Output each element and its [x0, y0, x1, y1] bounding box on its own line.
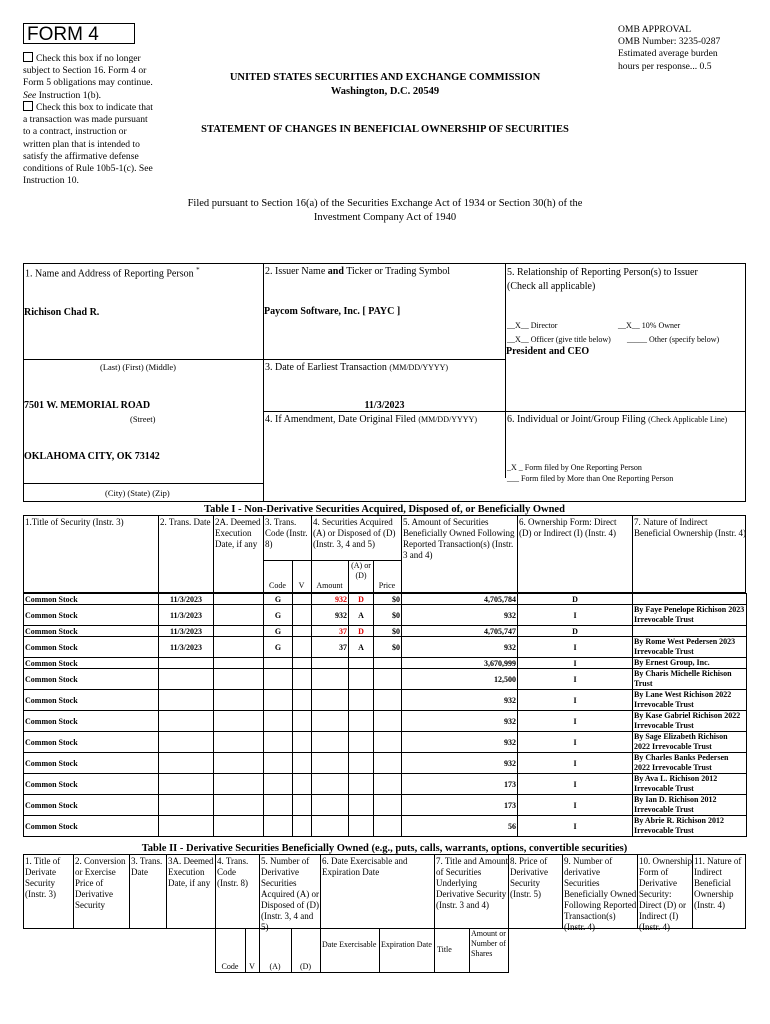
t1-cell-amount [312, 753, 349, 774]
t1-sub-code: Code [269, 581, 286, 590]
t1-cell-deemed [214, 795, 264, 816]
t1-cell-title: Common Stock [24, 774, 159, 795]
table-row [24, 711, 747, 732]
t1-cell-aord [349, 774, 374, 795]
t1-cell-nature: By Faye Penelope Richison 2023 Irrevocable Trust [633, 605, 747, 626]
table-row [24, 626, 747, 637]
ten-percent-owner-check[interactable]: __X__ 10% Owner [618, 321, 681, 330]
t1-cell-aord: A [349, 637, 374, 658]
t1-cell-amount [312, 711, 349, 732]
t1-cell-price: $0 [374, 626, 402, 637]
t1-sub-amount: Amount [316, 581, 343, 590]
omb-line4: hours per response... 0.5 [618, 60, 712, 72]
t1-cell-title: Common Stock [24, 753, 159, 774]
city-label: (City) (State) (Zip) [105, 488, 170, 498]
t1-cell-owned: 932 [402, 637, 518, 658]
table-row [24, 774, 747, 795]
t1-cell-form: I [518, 753, 633, 774]
t1-cell-nature [633, 626, 747, 637]
t1-cell-form: I [518, 774, 633, 795]
checkbox-rule10b5 [23, 101, 153, 187]
t1-cell-code: G [264, 605, 293, 626]
t2-col5-header: 5. Number of Derivative Securities Acquired (A) or Disposed of (D) (Instr. 3, 4 and 5) [261, 856, 319, 932]
t1-cell-owned: 12,500 [402, 669, 518, 690]
table1-title: Table I - Non-Derivative Securities Acquired, Disposed of, or Beneficially Owned [204, 504, 565, 515]
t1-cell-price: $0 [374, 605, 402, 626]
t1-sub-aord: (A) or (D) [351, 561, 371, 580]
t1-cell-title: Common Stock [24, 711, 159, 732]
t1-cell-code [264, 816, 293, 837]
t1-col7-header: 7. Nature of Indirect Beneficial Ownership (Instr. 4) [634, 517, 746, 538]
box1-label: 1. Name and Address of Reporting Person * [25, 266, 200, 280]
t1-cell-price [374, 658, 402, 669]
t1-cell-form: I [518, 637, 633, 658]
t1-cell-nature: By Kase Gabriel Richison 2022 Irrevocable Trust [633, 711, 747, 732]
t1-cell-owned: 932 [402, 690, 518, 711]
t1-cell-price [374, 774, 402, 795]
t1-cell-title: Common Stock [24, 594, 159, 605]
t1-cell-title: Common Stock [24, 626, 159, 637]
t2-sub-expiration: Expiration Date [381, 940, 432, 949]
t1-cell-price: $0 [374, 637, 402, 658]
t1-cell-form: D [518, 626, 633, 637]
t2-col6-header: 6. Date Exercisable and Expiration Date [322, 856, 408, 877]
t1-cell-amount [312, 795, 349, 816]
t1-cell-title: Common Stock [24, 795, 159, 816]
t1-cell-title: Common Stock [24, 690, 159, 711]
t1-col3-header: 3. Trans. Code (Instr. 8) [265, 517, 308, 549]
t2-sub-v: V [249, 962, 255, 971]
t1-cell-date [159, 690, 214, 711]
box3-label: 3. Date of Earliest Transaction (MM/DD/YYYY) [265, 362, 449, 373]
t1-cell-form: I [518, 690, 633, 711]
t1-cell-aord [349, 795, 374, 816]
t1-cell-code [264, 774, 293, 795]
table-row [24, 605, 747, 626]
t2-sub-a: (A) [269, 962, 281, 971]
t2-col9-header: 9. Number of derivative Securities Beneficially Owned Following Reported Transaction(s) (Instr. 4) [564, 856, 637, 932]
t1-cell-v [293, 605, 312, 626]
t1-cell-price [374, 690, 402, 711]
t1-cell-nature: By Ernest Group, Inc. [633, 658, 747, 669]
form-title: FORM 4 [23, 23, 135, 44]
t2-col2-header: 2. Conversion or Exercise Price of Derivative Security [75, 856, 126, 910]
t1-cell-form: I [518, 669, 633, 690]
reporting-person-name: Richison Chad R. [24, 307, 100, 318]
t1-cell-v [293, 658, 312, 669]
t1-cell-v [293, 795, 312, 816]
t1-cell-deemed [214, 637, 264, 658]
t2-col4-header: 4. Trans. Code (Instr. 8) [217, 856, 249, 888]
issuer-name: Paycom Software, Inc. [ PAYC ] [264, 306, 401, 317]
agency-name: UNITED STATES SECURITIES AND EXCHANGE COMMISSION [229, 72, 541, 83]
checkbox1-see: See [23, 89, 37, 101]
t1-cell-title: Common Stock [24, 605, 159, 626]
street-label: (Street) [130, 414, 156, 424]
t1-cell-v [293, 753, 312, 774]
checkbox2-text: Check this box to indicate that a transaction was made pursuant to a contract, instruction or written plan that is intended to satisfy the affirmative defense conditions of Rule 10b5-1(c). See Instruction 10. [23, 102, 153, 187]
t1-cell-date [159, 753, 214, 774]
t2-col8-header: 8. Price of Derivative Security (Instr. 5) [510, 856, 548, 899]
t1-cell-v [293, 594, 312, 605]
table1-body [23, 593, 747, 837]
t1-cell-aord [349, 669, 374, 690]
t1-cell-date: 11/3/2023 [159, 605, 214, 626]
t1-cell-price [374, 795, 402, 816]
t1-cell-aord [349, 690, 374, 711]
agency-location: Washington, D.C. 20549 [330, 86, 440, 97]
t2-sub-d: (D) [299, 962, 312, 971]
t1-cell-date [159, 732, 214, 753]
street-address: 7501 W. MEMORIAL ROAD [24, 400, 151, 411]
t1-cell-aord [349, 658, 374, 669]
city-state-zip: OKLAHOMA CITY, OK 73142 [24, 451, 160, 462]
t1-cell-owned: 932 [402, 605, 518, 626]
name-parts-label: (Last) (First) (Middle) [100, 362, 177, 372]
t1-cell-date [159, 711, 214, 732]
table2-title: Table II - Derivative Securities Beneficially Owned (e.g., puts, calls, warrants, options, convertible securities) [141, 843, 628, 854]
t2-col1-header: 1. Title of Derivate Security (Instr. 3) [25, 856, 61, 899]
t1-cell-form: I [518, 605, 633, 626]
t1-cell-nature: By Charles Banks Pedersen 2022 Irrevocable Trust [633, 753, 747, 774]
t1-cell-code: G [264, 626, 293, 637]
t1-cell-amount: 932 [312, 605, 349, 626]
t1-cell-aord [349, 753, 374, 774]
t1-cell-code [264, 690, 293, 711]
t2-col10-header: 10. Ownership Form of Derivative Security: Direct (D) or Indirect (I) (Instr. 4) [639, 856, 692, 932]
t1-cell-deemed [214, 690, 264, 711]
t1-cell-code: G [264, 637, 293, 658]
t1-cell-nature: By Abrie R. Richison 2012 Irrevocable Trust [633, 816, 747, 837]
t1-cell-date [159, 816, 214, 837]
t2-col7-header: 7. Title and Amount of Securities Underlying Derivative Security (Instr. 3 and 4) [436, 856, 509, 910]
t1-cell-v [293, 626, 312, 637]
box6-label: 6. Individual or Joint/Group Filing (Check Applicable Line) [507, 414, 728, 425]
t1-cell-form: I [518, 816, 633, 837]
t1-cell-price [374, 753, 402, 774]
section16-checkbox[interactable] [23, 52, 33, 62]
t1-cell-owned: 932 [402, 711, 518, 732]
t2-col3a-header: 3A. Deemed Execution Date, if any [168, 856, 214, 888]
t1-cell-aord: D [349, 626, 374, 637]
t1-cell-deemed [214, 626, 264, 637]
t1-cell-amount: 932 [312, 594, 349, 605]
t1-cell-deemed [214, 594, 264, 605]
checkbox1-instr: Instruction 1(b). [38, 89, 102, 101]
t1-cell-price: $0 [374, 594, 402, 605]
table-row [24, 690, 747, 711]
omb-line1: OMB APPROVAL [618, 24, 692, 35]
table-row [24, 732, 747, 753]
t1-cell-price [374, 711, 402, 732]
t2-col11-header: 11. Nature of Indirect Beneficial Ownership (Instr. 4) [694, 856, 742, 910]
t1-cell-form: I [518, 795, 633, 816]
table-row [24, 658, 747, 669]
t1-cell-amount [312, 732, 349, 753]
t1-cell-nature: By Charis Michelle Richison Trust [633, 669, 747, 690]
t2-col3-header: 3. Trans. Date [131, 856, 163, 877]
table-row [24, 594, 747, 605]
director-check[interactable]: __X__ Director [507, 321, 558, 330]
t1-cell-amount [312, 774, 349, 795]
t1-cell-form: I [518, 732, 633, 753]
earliest-transaction-date: 11/3/2023 [364, 400, 405, 411]
t1-cell-deemed [214, 711, 264, 732]
t1-cell-nature: By Lane West Richison 2022 Irrevocable Trust [633, 690, 747, 711]
t2-sub-code: Code [221, 962, 239, 971]
t1-cell-code [264, 795, 293, 816]
t1-cell-amount: 37 [312, 637, 349, 658]
t1-cell-deemed [214, 732, 264, 753]
table-row [24, 669, 747, 690]
t1-cell-nature: By Ava L. Richison 2012 Irrevocable Trust [633, 774, 747, 795]
t1-cell-date: 11/3/2023 [159, 637, 214, 658]
t1-cell-deemed [214, 774, 264, 795]
t1-cell-amount: 37 [312, 626, 349, 637]
t1-cell-aord [349, 816, 374, 837]
t1-cell-title: Common Stock [24, 816, 159, 837]
t1-cell-nature: By Ian D. Richison 2012 Irrevocable Trust [633, 795, 747, 816]
t1-cell-amount [312, 690, 349, 711]
t1-cell-title: Common Stock [24, 669, 159, 690]
t1-sub-price: Price [378, 581, 396, 590]
table-row [24, 816, 747, 837]
t1-cell-amount [312, 658, 349, 669]
t1-cell-deemed [214, 816, 264, 837]
t1-cell-deemed [214, 753, 264, 774]
multi-reporting-person-check[interactable]: ___ Form filed by More than One Reporting Person [507, 474, 674, 483]
t1-cell-date [159, 658, 214, 669]
t1-cell-v [293, 637, 312, 658]
t1-cell-code [264, 669, 293, 690]
t1-cell-price [374, 732, 402, 753]
t1-cell-aord: A [349, 605, 374, 626]
filed-line2: Investment Company Act of 1940 [313, 212, 457, 223]
t1-cell-code [264, 753, 293, 774]
other-check[interactable]: _____ Other (specify below) [627, 335, 720, 344]
omb-line3: Estimated average burden [618, 48, 718, 60]
filed-line1: Filed pursuant to Section 16(a) of the Securities Exchange Act of 1934 or Section 30(h) of the [187, 198, 583, 209]
checkbox1-text: Check this box if no longer subject to Section 16. Form 4 or Form 5 obligations may continue. [23, 53, 153, 89]
t1-cell-owned: 56 [402, 816, 518, 837]
t1-cell-v [293, 816, 312, 837]
box4-label: 4. If Amendment, Date Original Filed (MM/DD/YYYY) [265, 414, 477, 425]
t1-cell-v [293, 690, 312, 711]
omb-approval [618, 24, 758, 73]
t1-cell-v [293, 669, 312, 690]
t1-col4-header: 4. Securities Acquired (A) or Disposed of (D) (Instr. 3, 4 and 5) [313, 517, 396, 549]
t1-cell-date [159, 795, 214, 816]
t1-cell-owned: 173 [402, 774, 518, 795]
box5-label: 5. Relationship of Reporting Person(s) to Issuer (Check all applicable) [507, 267, 698, 292]
t1-cell-date: 11/3/2023 [159, 594, 214, 605]
statement-title: STATEMENT OF CHANGES IN BENEFICIAL OWNERSHIP OF SECURITIES [201, 124, 569, 135]
t1-col2-header: 2. Trans. Date [160, 517, 211, 527]
t1-cell-code [264, 732, 293, 753]
t1-cell-v [293, 711, 312, 732]
t1-cell-deemed [214, 658, 264, 669]
t1-cell-form: I [518, 658, 633, 669]
t1-cell-amount [312, 669, 349, 690]
t1-cell-price [374, 669, 402, 690]
t1-cell-v [293, 774, 312, 795]
t1-cell-price [374, 816, 402, 837]
t1-cell-owned: 4,705,747 [402, 626, 518, 637]
one-reporting-person-check[interactable]: _X _ Form filed by One Reporting Person [507, 463, 642, 472]
t1-cell-date: 11/3/2023 [159, 626, 214, 637]
t1-cell-owned: 932 [402, 753, 518, 774]
t1-col1-header: 1.Title of Security (Instr. 3) [25, 517, 124, 527]
t1-cell-title: Common Stock [24, 658, 159, 669]
omb-line2: OMB Number: 3235-0287 [618, 36, 721, 48]
t2-sub-title: Title [437, 945, 452, 954]
t1-cell-form: I [518, 711, 633, 732]
t1-cell-date [159, 774, 214, 795]
t1-cell-aord [349, 711, 374, 732]
officer-check[interactable]: __X__ Officer (give title below) [507, 335, 611, 344]
t1-cell-owned: 932 [402, 732, 518, 753]
checkbox-section16 [23, 52, 153, 102]
t1-cell-deemed [214, 669, 264, 690]
t1-cell-amount [312, 816, 349, 837]
t1-cell-title: Common Stock [24, 732, 159, 753]
box2-label: 2. Issuer Name and Ticker or Trading Symbol [265, 266, 451, 277]
t1-cell-v [293, 732, 312, 753]
t1-cell-title: Common Stock [24, 637, 159, 658]
t1-cell-form: D [518, 594, 633, 605]
table-row [24, 637, 747, 658]
table-row [24, 753, 747, 774]
t1-col2a-header: 2A. Deemed Execution Date, if any [215, 517, 261, 549]
t1-cell-code [264, 658, 293, 669]
t2-sub-exercisable: Date Exercisable [322, 940, 377, 949]
t1-cell-owned: 3,670,999 [402, 658, 518, 669]
t1-cell-aord: D [349, 594, 374, 605]
t1-sub-v: V [298, 581, 305, 590]
rule10b5-checkbox[interactable] [23, 101, 33, 111]
t1-cell-code [264, 711, 293, 732]
t1-cell-nature: By Sage Elizabeth Richison 2022 Irrevocable Trust [633, 732, 747, 753]
officer-title: President and CEO [506, 346, 590, 357]
t1-cell-nature [633, 594, 747, 605]
t1-col6-header: 6. Ownership Form: Direct (D) or Indirect (I) (Instr. 4) [519, 517, 617, 538]
t1-cell-aord [349, 732, 374, 753]
t1-cell-code: G [264, 594, 293, 605]
t1-cell-deemed [214, 605, 264, 626]
t1-cell-owned: 173 [402, 795, 518, 816]
t1-cell-date [159, 669, 214, 690]
t2-sub-amount: Amount or Number of Shares [471, 929, 506, 958]
table-row [24, 795, 747, 816]
t1-cell-owned: 4,705,784 [402, 594, 518, 605]
t1-cell-nature: By Rome West Pedersen 2023 Irrevocable Trust [633, 637, 747, 658]
t1-col5-header: 5. Amount of Securities Beneficially Owned Following Reported Transaction(s) (Instr. 3 and 4) [403, 517, 515, 560]
